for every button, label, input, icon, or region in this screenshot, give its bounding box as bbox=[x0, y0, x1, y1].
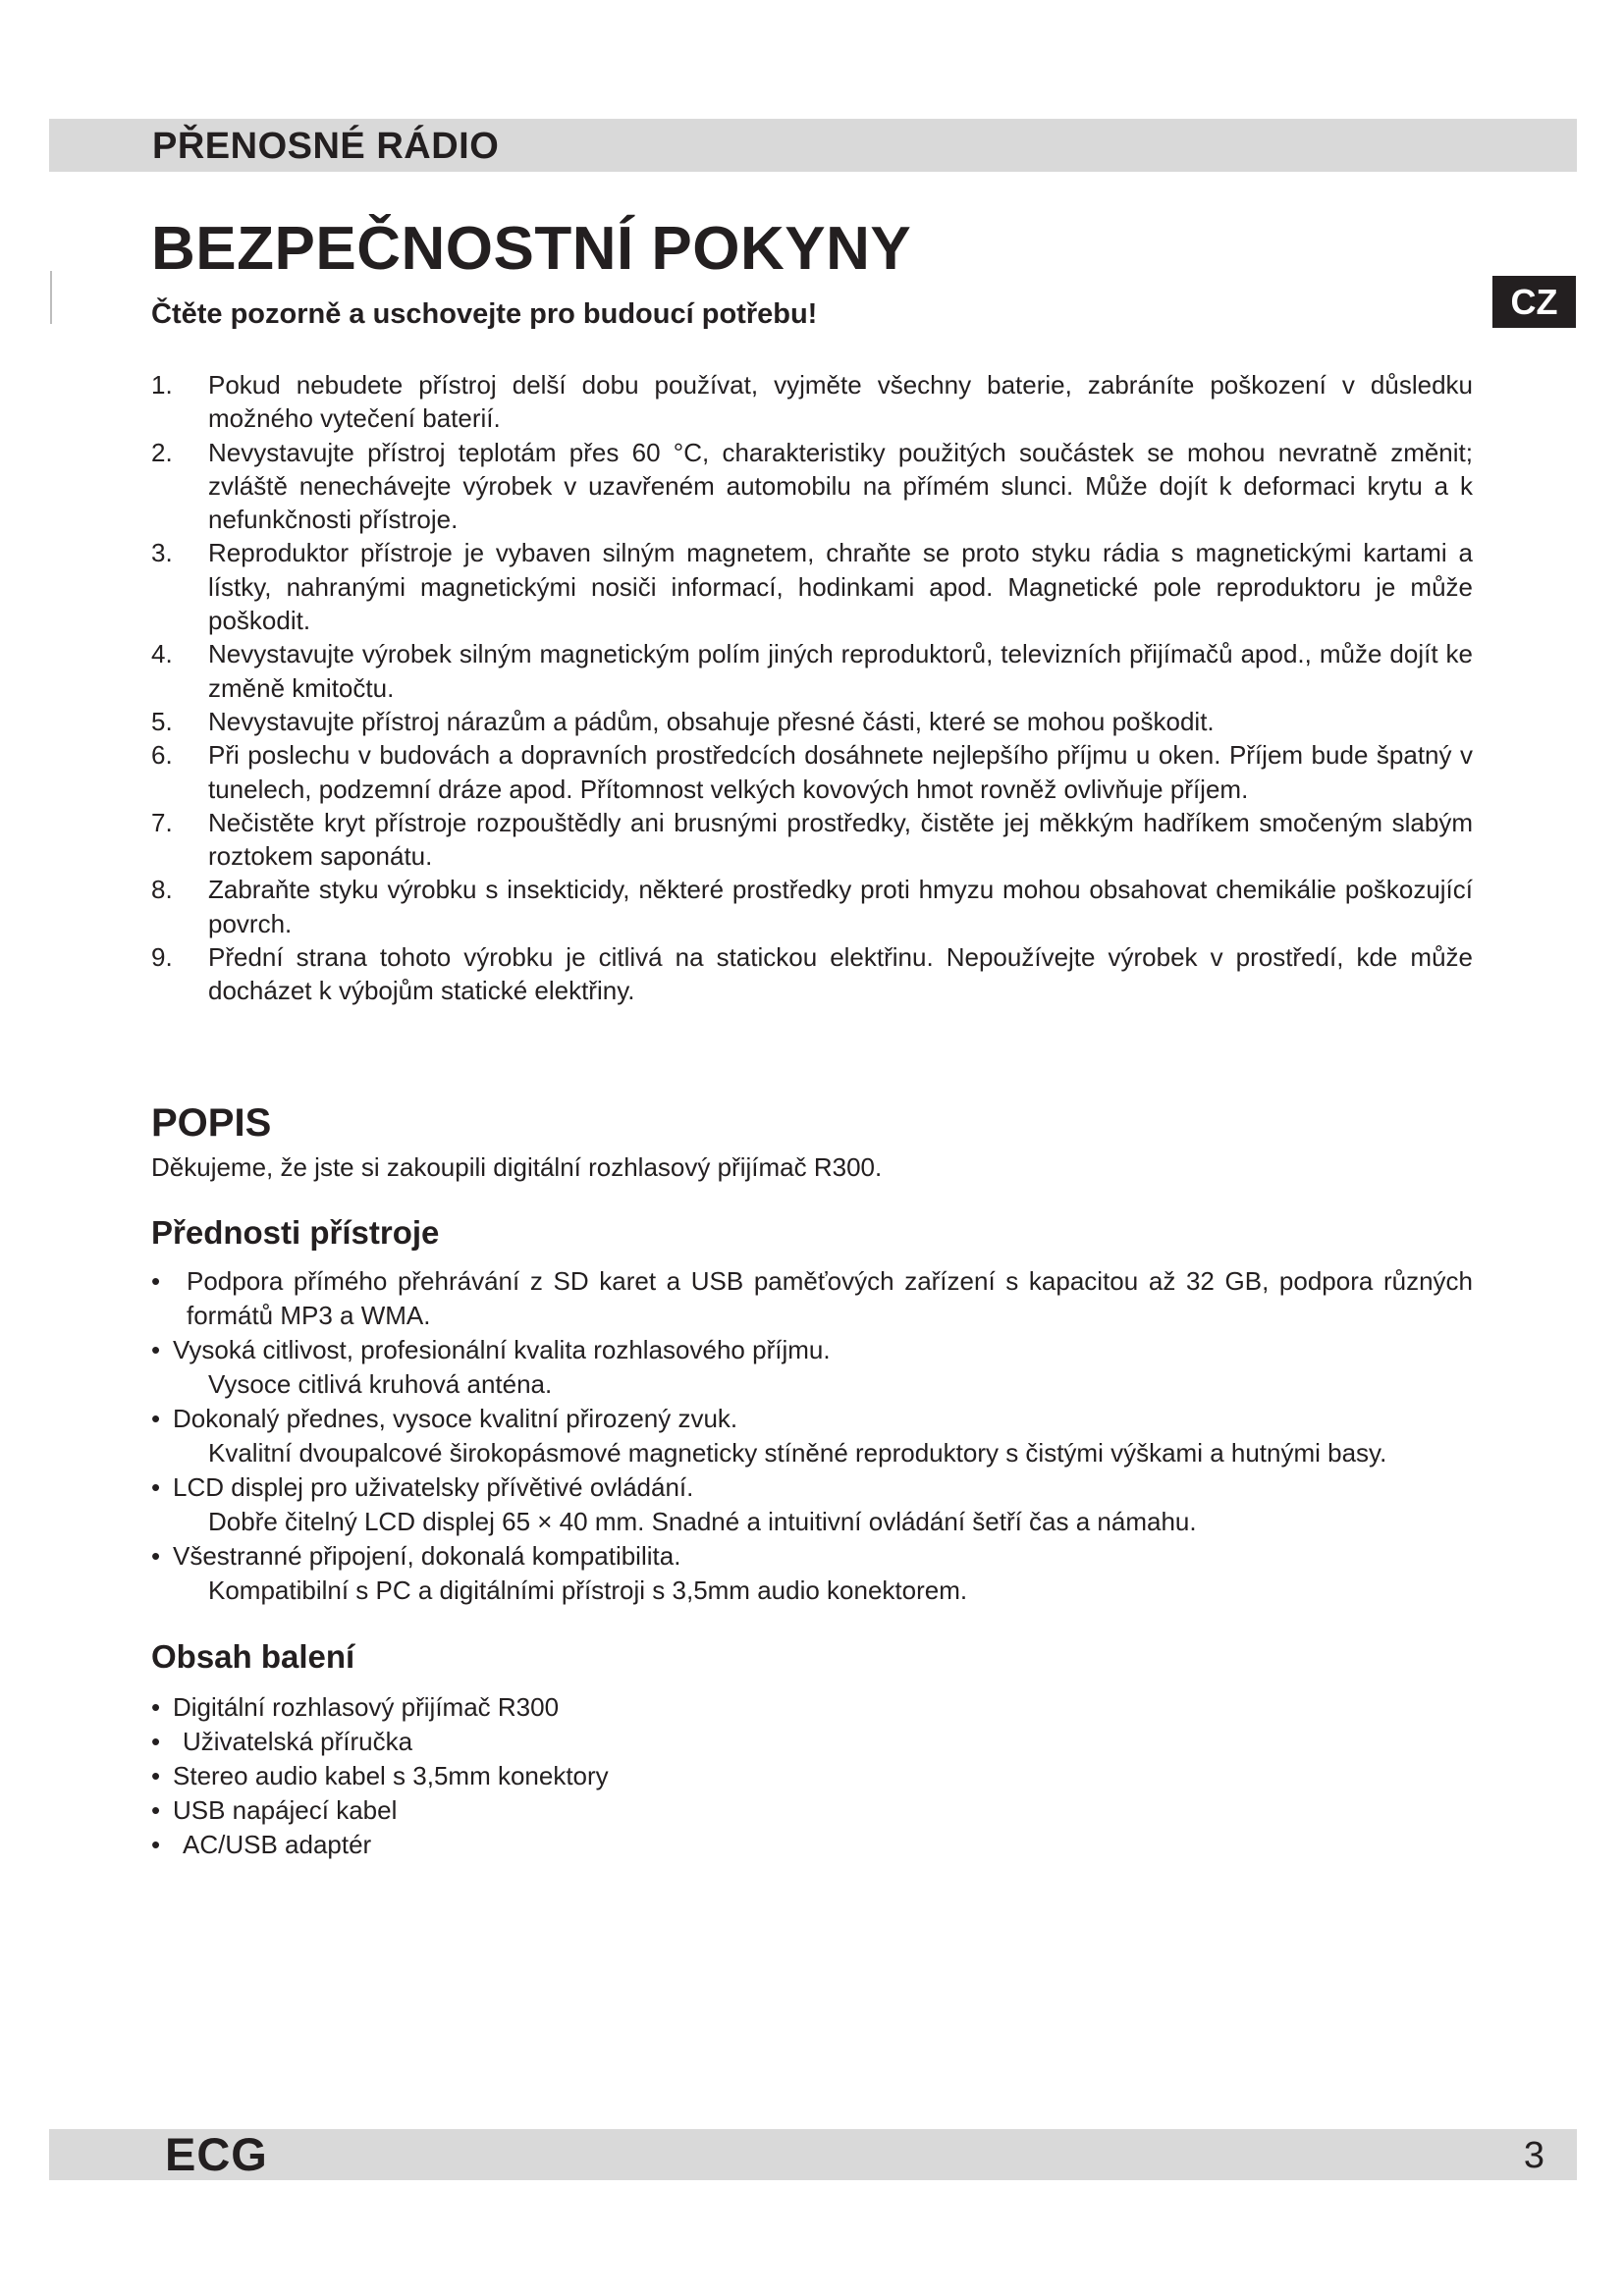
bullet: • bbox=[151, 1404, 161, 1433]
item-text: Nevystavujte přístroj teplotám přes 60 °C, charakteristiky použitých součástek se mohou nevratně změnit; zvláště nenechávejte výrobek v uzavřeném automobilu na přímém slunci. Může dojít k deformaci krytu a k nefunkčnosti přístroje. bbox=[208, 437, 1473, 535]
feature-text: Dokonalý přednes, vysoce kvalitní přirozený zvuk. bbox=[173, 1404, 738, 1433]
item-text: Nečistěte kryt přístroje rozpouštědly ani brusnými prostředky, čistěte jej měkkým hadříkem smočeným slabým roztokem saponátu. bbox=[208, 807, 1473, 872]
bullet: • bbox=[151, 1335, 161, 1364]
safety-item bbox=[151, 436, 1473, 537]
package-item bbox=[151, 1759, 1035, 1793]
package-text: Stereo audio kabel s 3,5mm konektory bbox=[173, 1761, 609, 1790]
safety-item bbox=[151, 637, 1473, 705]
item-text: Pokud nebudete přístroj delší dobu používat, vyjměte všechny baterie, zabráníte poškození v důsledku možného vytečení baterií. bbox=[208, 370, 1473, 434]
item-text: Nevystavujte výrobek silným magnetickým polím jiných reproduktorů, televizních přijímačů apod., může dojít ke změně kmitočtu. bbox=[208, 639, 1473, 703]
package-item bbox=[151, 1725, 1035, 1759]
item-text: Zabraňte styku výrobku s insekticidy, některé prostředky proti hmyzu mohou obsahovat chemikálie poškozující povrch. bbox=[208, 875, 1473, 938]
feature-text: LCD displej pro uživatelsky přívětivé ovládání. bbox=[173, 1472, 694, 1502]
safety-item bbox=[151, 368, 1473, 436]
feature-item bbox=[151, 1470, 1473, 1539]
description-title: POPIS bbox=[151, 1101, 272, 1145]
package-text: AC/USB adaptér bbox=[183, 1830, 372, 1859]
safety-item bbox=[151, 806, 1473, 874]
feature-detail: Kompatibilní s PC a digitálními přístroji s 3,5mm audio konektorem. bbox=[208, 1575, 968, 1605]
safety-item bbox=[151, 738, 1473, 806]
bullet: • bbox=[151, 1795, 161, 1825]
feature-text: Všestranné připojení, dokonalá kompatibilita. bbox=[173, 1541, 681, 1571]
margin-mark bbox=[50, 271, 52, 324]
package-list bbox=[151, 1690, 1035, 1862]
features-list bbox=[151, 1264, 1473, 1608]
item-number: 1. bbox=[151, 370, 173, 400]
item-number: 5. bbox=[151, 706, 173, 736]
feature-item bbox=[151, 1539, 1473, 1608]
description-intro: Děkujeme, že jste si zakoupili digitální rozhlasový přijímač R300. bbox=[151, 1152, 883, 1182]
features-title: Přednosti přístroje bbox=[151, 1214, 440, 1251]
safety-item bbox=[151, 940, 1473, 1008]
feature-item bbox=[151, 1333, 1473, 1402]
item-number: 2. bbox=[151, 437, 173, 467]
page-number: 3 bbox=[1523, 2135, 1544, 2176]
bullet: • bbox=[151, 1692, 161, 1722]
item-text: Při poslechu v budovách a dopravních prostředcích dosáhnete nejlepšího příjmu u oken. Příjem bude špatný v tunelech, podzemní dráze apod. Přítomnost velkých kovových hmot rovněž ovlivňuje příjem. bbox=[208, 740, 1473, 804]
feature-detail: Dobře čitelný LCD displej 65 × 40 mm. Snadné a intuitivní ovládání šetří čas a námahu. bbox=[208, 1507, 1197, 1536]
item-number: 8. bbox=[151, 875, 173, 905]
item-text: Nevystavujte přístroj nárazům a pádům, obsahuje přesné části, které se mohou poškodit. bbox=[208, 706, 1215, 736]
feature-text: Podpora přímého přehrávání z SD karet a USB paměťových zařízení s kapacitou až 32 GB, podpora různých formátů MP3 a WMA. bbox=[187, 1266, 1473, 1330]
feature-detail: Vysoce citlivá kruhová anténa. bbox=[208, 1369, 553, 1399]
safety-subtitle: Čtěte pozorně a uschovejte pro budoucí potřebu! bbox=[151, 298, 818, 330]
safety-item bbox=[151, 873, 1473, 940]
package-title: Obsah balení bbox=[151, 1638, 355, 1675]
header-band bbox=[49, 119, 1577, 172]
package-text: Uživatelská příručka bbox=[183, 1727, 413, 1756]
feature-item bbox=[151, 1264, 1473, 1333]
item-text: Reproduktor přístroje je vybaven silným magnetem, chraňte se proto styku rádia s magnetickými kartami a lístky, nahranými magnetickými nosiči informací, hodinkami apod. Magnetické pole reproduktoru je může poškodit. bbox=[208, 538, 1473, 636]
safety-title: BEZPEČNOSTNÍ POKYNY bbox=[151, 215, 912, 283]
package-text: Digitální rozhlasový přijímač R300 bbox=[173, 1692, 560, 1722]
feature-item bbox=[151, 1402, 1473, 1470]
header-title: PŘENOSNÉ RÁDIO bbox=[152, 126, 500, 167]
safety-item bbox=[151, 705, 1473, 738]
package-text: USB napájecí kabel bbox=[173, 1795, 398, 1825]
bullet: • bbox=[151, 1830, 161, 1859]
safety-item bbox=[151, 536, 1473, 637]
bullet: • bbox=[151, 1541, 161, 1571]
package-item bbox=[151, 1828, 1035, 1862]
bullet: • bbox=[151, 1472, 161, 1502]
item-number: 3. bbox=[151, 538, 173, 568]
bullet: • bbox=[151, 1727, 161, 1756]
item-number: 9. bbox=[151, 942, 173, 973]
item-number: 6. bbox=[151, 740, 173, 771]
footer-band bbox=[49, 2129, 1577, 2180]
ecg-logo: ECG bbox=[165, 2128, 268, 2180]
item-number: 7. bbox=[151, 807, 173, 837]
package-item bbox=[151, 1690, 1035, 1725]
item-text: Přední strana tohoto výrobku je citlivá na statickou elektřinu. Nepoužívejte výrobek v prostředí, kde může docházet k výbojům statické elektřiny. bbox=[208, 942, 1473, 1006]
bullet: • bbox=[151, 1761, 161, 1790]
language-tab: CZ bbox=[1492, 276, 1576, 328]
safety-list bbox=[151, 368, 1473, 1008]
bullet: • bbox=[151, 1266, 161, 1296]
feature-detail: Kvalitní dvoupalcové širokopásmové magneticky stíněné reproduktory s čistými výškami a hutnými basy. bbox=[208, 1438, 1387, 1468]
item-number: 4. bbox=[151, 639, 173, 669]
feature-text: Vysoká citlivost, profesionální kvalita rozhlasového příjmu. bbox=[173, 1335, 831, 1364]
package-item bbox=[151, 1793, 1035, 1828]
